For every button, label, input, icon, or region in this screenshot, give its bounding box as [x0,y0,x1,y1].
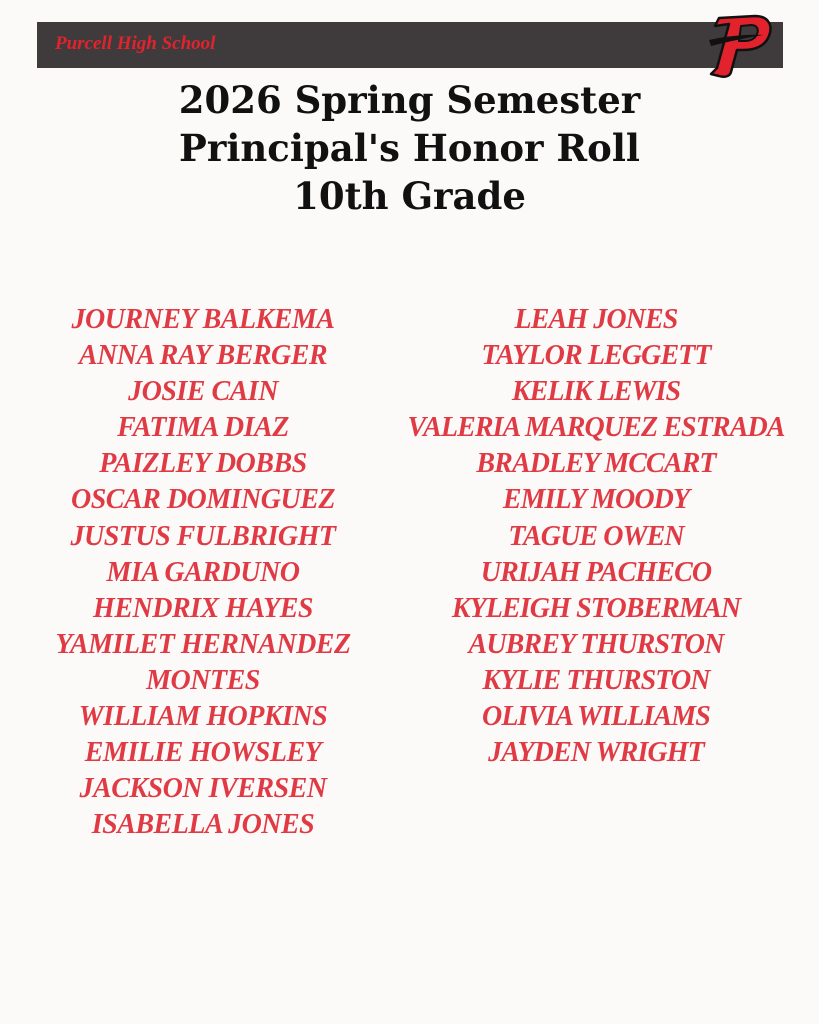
list-item: ISABELLA JONES [91,809,315,841]
title-semester: 2026 Spring Semester [178,78,641,122]
list-item: OSCAR DOMINGUEZ [71,484,335,516]
list-item: OLIVIA WILLIAMS [482,701,710,733]
names-column-right [380,302,812,771]
school-logo-p-icon [703,10,773,82]
school-name: Purcell High School [55,33,216,54]
list-item: KELIK LEWIS [511,376,681,408]
list-item: JACKSON IVERSEN [79,773,327,805]
title-grade: 10th Grade [293,174,526,218]
list-item: BRADLEY MCCART [476,448,716,480]
list-item: VALERIA MARQUEZ ESTRADA [407,412,785,444]
list-item: TAYLOR LEGGETT [481,340,711,372]
list-item: JUSTUS FULBRIGHT [70,520,336,552]
names-column-left [20,302,386,843]
title-honor-roll: Principal's Honor Roll [179,126,640,170]
list-item: JOSIE CAIN [128,376,278,408]
list-item: URIJAH PACHECO [480,556,712,588]
list-item: ANNA RAY BERGER [78,340,328,372]
list-item: EMILIE HOWSLEY [84,737,322,769]
list-item: JAYDEN WRIGHT [488,737,704,769]
list-item: MONTES [146,664,260,696]
list-item: JOURNEY BALKEMA [71,304,335,335]
list-item: HENDRIX HAYES [93,592,313,624]
list-item: LEAH JONES [514,304,678,335]
page-title [0,76,819,220]
list-item: MIA GARDUNO [106,556,300,588]
list-item: YAMILET HERNANDEZ [55,628,351,660]
list-item: KYLIE THURSTON [482,664,710,696]
list-item: PAIZLEY DOBBS [99,448,307,480]
list-item: FATIMA DIAZ [117,412,289,444]
list-item: AUBREY THURSTON [468,628,724,660]
list-item: KYLEIGH STOBERMAN [451,592,741,624]
list-item: WILLIAM HOPKINS [78,701,328,733]
list-item: TAGUE OWEN [508,520,684,552]
list-item: EMILY MOODY [502,484,690,516]
